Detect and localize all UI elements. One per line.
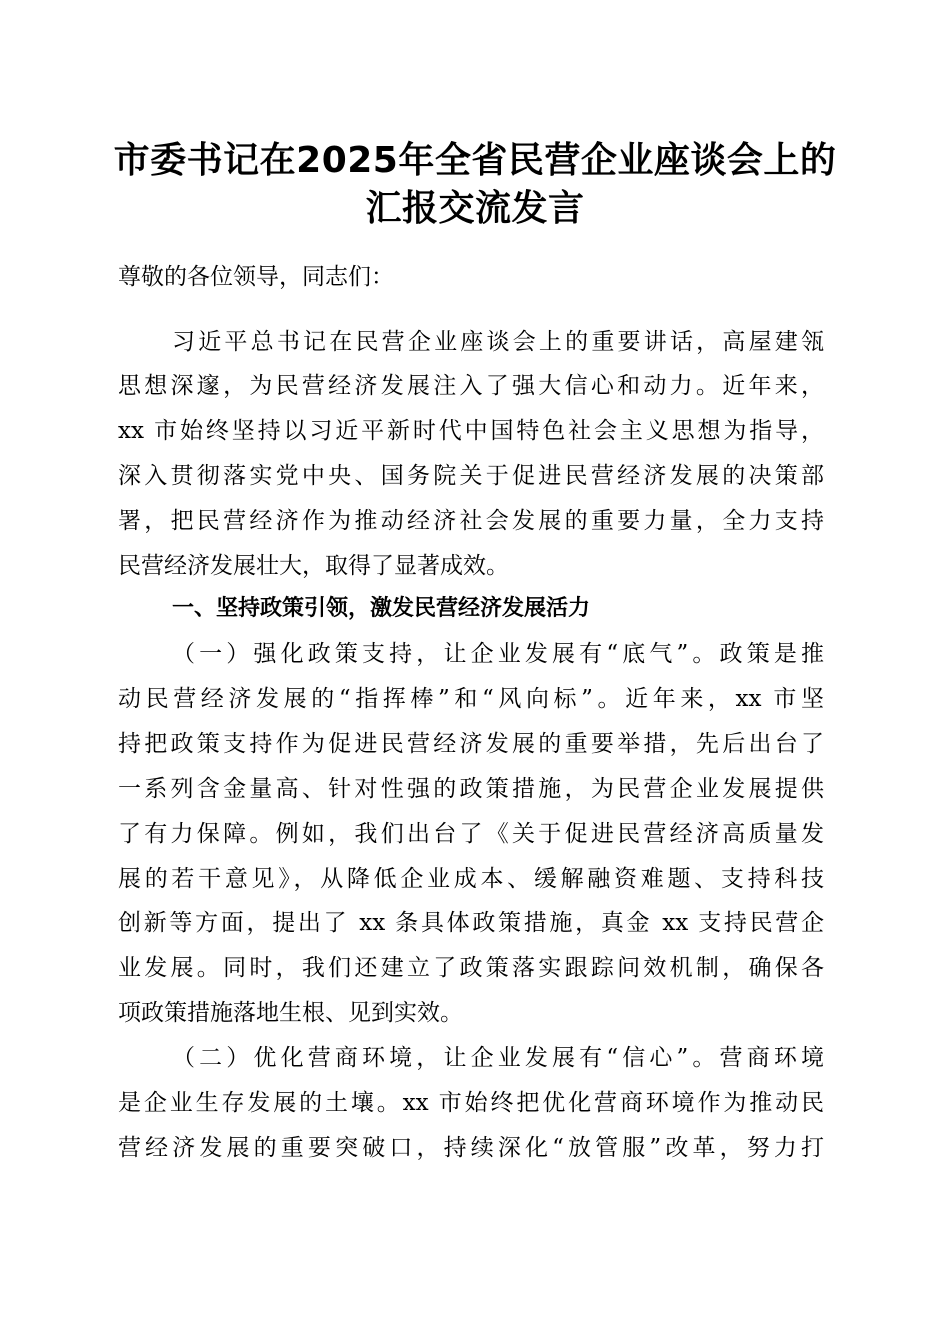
subsection-line: （一）强化政策支持，让企业发展有“底气”。政策是推 [172, 641, 824, 667]
body-line: 展的若干意见》，从降低企业成本、缓解融资难题、支持科技 [118, 866, 824, 892]
body-line: 创新等方面，提出了 xx 条具体政策措施，真金 xx 支持民营企 [118, 910, 824, 936]
subsection-line: （二）优化营商环境，让企业发展有“信心”。营商环境 [172, 1045, 824, 1071]
salutation: 尊敬的各位领导，同志们： [118, 264, 394, 290]
body-line: 项政策措施落地生根、见到实效。 [118, 1000, 463, 1026]
body-line: 营经济发展的重要突破口，持续深化“放管服”改革，努力打 [118, 1135, 824, 1161]
body-line: 民营经济发展壮大，取得了显著成效。 [118, 553, 509, 579]
document-title-line-2: 汇报交流发言 [365, 188, 585, 229]
body-line: 一系列含金量高、针对性强的政策措施，为民营企业发展提供 [118, 776, 824, 802]
document-title-line-1: 市委书记在2025年全省民营企业座谈会上的 [113, 140, 837, 181]
section-heading: 一、坚持政策引领，激发民营经济发展活力 [172, 596, 591, 621]
body-line: 了有力保障。例如，我们出台了《关于促进民营经济高质量发 [118, 821, 824, 847]
body-line: 动民营经济发展的“指挥棒”和“风向标”。近年来，xx 市坚 [118, 686, 824, 712]
body-line: 业发展。同时，我们还建立了政策落实跟踪问效机制，确保各 [118, 955, 824, 981]
body-line: 持把政策支持作为促进民营经济发展的重要举措，先后出台了 [118, 731, 824, 757]
body-line: 署，把民营经济作为推动经济社会发展的重要力量，全力支持 [118, 508, 824, 534]
body-line: 是企业生存发展的土壤。xx 市始终把优化营商环境作为推动民 [118, 1090, 824, 1116]
body-line: 习近平总书记在民营企业座谈会上的重要讲话，高屋建瓴 [172, 329, 824, 355]
body-line: 深入贯彻落实党中央、国务院关于促进民营经济发展的决策部 [118, 463, 824, 489]
body-line: xx 市始终坚持以习近平新时代中国特色社会主义思想为指导， [118, 418, 824, 444]
body-line: 思想深邃，为民营经济发展注入了强大信心和动力。近年来， [118, 373, 824, 399]
